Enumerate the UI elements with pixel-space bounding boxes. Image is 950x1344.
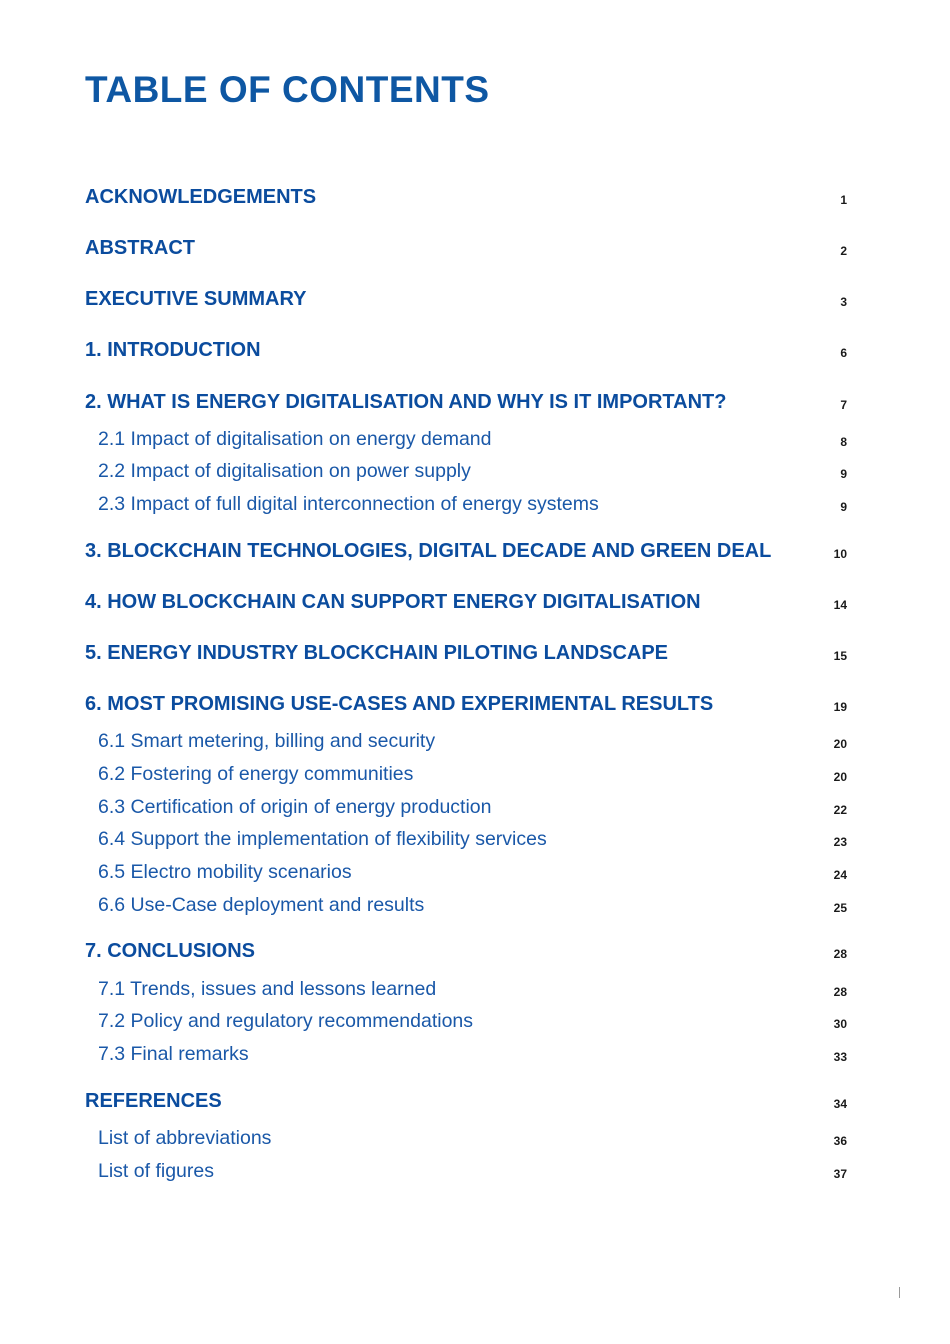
toc-entry-label: 6.4 Support the implementation of flexibility services [98, 828, 547, 850]
toc-entry-page: 3 [840, 295, 847, 309]
toc-entry-label: 6.2 Fostering of energy communities [98, 763, 414, 785]
toc-entry-page: 28 [833, 947, 847, 961]
toc-entry[interactable] [85, 936, 855, 966]
toc-entry-label: 2.3 Impact of full digital interconnection of energy systems [98, 493, 599, 515]
toc-entry-page: 6 [840, 346, 847, 360]
toc-entry[interactable] [98, 726, 855, 756]
toc-entry-page: 30 [833, 1017, 847, 1031]
toc-entry[interactable] [85, 182, 855, 212]
toc-entry-page: 8 [840, 435, 847, 449]
toc-entry[interactable] [98, 456, 855, 486]
toc-entry-page: 9 [840, 467, 847, 481]
toc-entry[interactable] [98, 1039, 855, 1069]
toc-entry-page: 33 [833, 1050, 847, 1064]
toc-entry-page: 36 [833, 1134, 847, 1148]
toc-entry[interactable] [85, 1086, 855, 1116]
toc-entry[interactable] [98, 890, 855, 920]
toc-entry[interactable] [98, 824, 855, 854]
page-edge-marker [899, 1287, 900, 1298]
toc-entry-page: 25 [833, 901, 847, 915]
toc-entry[interactable] [85, 689, 855, 719]
toc-entry[interactable] [98, 424, 855, 454]
toc-entry-label: 7. CONCLUSIONS [85, 940, 256, 962]
toc-entry-label: 6.1 Smart metering, billing and security [98, 730, 436, 752]
toc-entry-label: 6.5 Electro mobility scenarios [98, 861, 352, 883]
toc-entry-page: 9 [840, 500, 847, 514]
toc-entry[interactable] [98, 759, 855, 789]
toc-entry-page: 37 [833, 1167, 847, 1181]
toc-entry[interactable] [98, 1156, 855, 1186]
toc-entry-label: 2.1 Impact of digitalisation on energy demand [98, 428, 492, 450]
toc-entry-page: 24 [833, 868, 847, 882]
toc-entry-page: 14 [833, 598, 847, 612]
toc-entry[interactable] [85, 335, 855, 365]
toc-entry-label: 3. BLOCKCHAIN TECHNOLOGIES, DIGITAL DECADE AND GREEN DEAL [85, 540, 772, 562]
toc-entry-page: 34 [833, 1097, 847, 1111]
toc-entry-label: 4. HOW BLOCKCHAIN CAN SUPPORT ENERGY DIGITALISATION [85, 591, 701, 613]
toc-entry[interactable] [85, 233, 855, 263]
toc-entry-page: 7 [840, 398, 847, 412]
toc-entry-page: 28 [833, 985, 847, 999]
toc-entry-label: 7.2 Policy and regulatory recommendations [98, 1010, 474, 1032]
toc-entry[interactable] [85, 536, 855, 566]
toc-entry[interactable] [98, 792, 855, 822]
toc-entry-label: 7.1 Trends, issues and lessons learned [98, 978, 437, 1000]
toc-entry[interactable] [98, 1123, 855, 1153]
page-title: TABLE OF CONTENTS [85, 69, 490, 110]
toc-entry-page: 10 [833, 547, 847, 561]
toc-entry[interactable] [98, 489, 855, 519]
toc-entry-page: 1 [840, 193, 847, 207]
toc-entry[interactable] [98, 974, 855, 1004]
toc-entry-label: 6.6 Use-Case deployment and results [98, 894, 425, 916]
toc-entry-label: ACKNOWLEDGEMENTS [85, 186, 317, 208]
toc-entry-page: 20 [833, 770, 847, 784]
toc-entry-label: REFERENCES [85, 1090, 222, 1112]
toc-entry-label: EXECUTIVE SUMMARY [85, 288, 307, 310]
toc-entry[interactable] [85, 638, 855, 668]
toc-entry-page: 15 [833, 649, 847, 663]
toc-entry[interactable] [85, 387, 855, 417]
toc-entry-page: 2 [840, 244, 847, 258]
toc-entry[interactable] [98, 857, 855, 887]
toc-entry-label: 2.2 Impact of digitalisation on power supply [98, 460, 471, 482]
toc-entry-page: 22 [833, 803, 847, 817]
toc-entry[interactable] [85, 587, 855, 617]
toc-entry-label: 2. WHAT IS ENERGY DIGITALISATION AND WHY IS IT IMPORTANT? [85, 391, 727, 413]
toc-entry-label: 6.3 Certification of origin of energy production [98, 796, 492, 818]
toc-entry-label: 1. INTRODUCTION [85, 339, 261, 361]
toc-entry-label: 6. MOST PROMISING USE-CASES AND EXPERIMENTAL RESULTS [85, 693, 714, 715]
toc-entry[interactable] [85, 284, 855, 314]
toc-entry-label: List of figures [98, 1160, 214, 1182]
toc-entry[interactable] [98, 1006, 855, 1036]
toc-entry-label: List of abbreviations [98, 1127, 272, 1149]
toc-entry-page: 20 [833, 737, 847, 751]
toc-entry-page: 19 [833, 700, 847, 714]
toc-entry-label: 7.3 Final remarks [98, 1043, 249, 1065]
toc-entry-page: 23 [833, 835, 847, 849]
toc-entry-label: 5. ENERGY INDUSTRY BLOCKCHAIN PILOTING LANDSCAPE [85, 642, 669, 664]
toc-entry-label: ABSTRACT [85, 237, 195, 259]
